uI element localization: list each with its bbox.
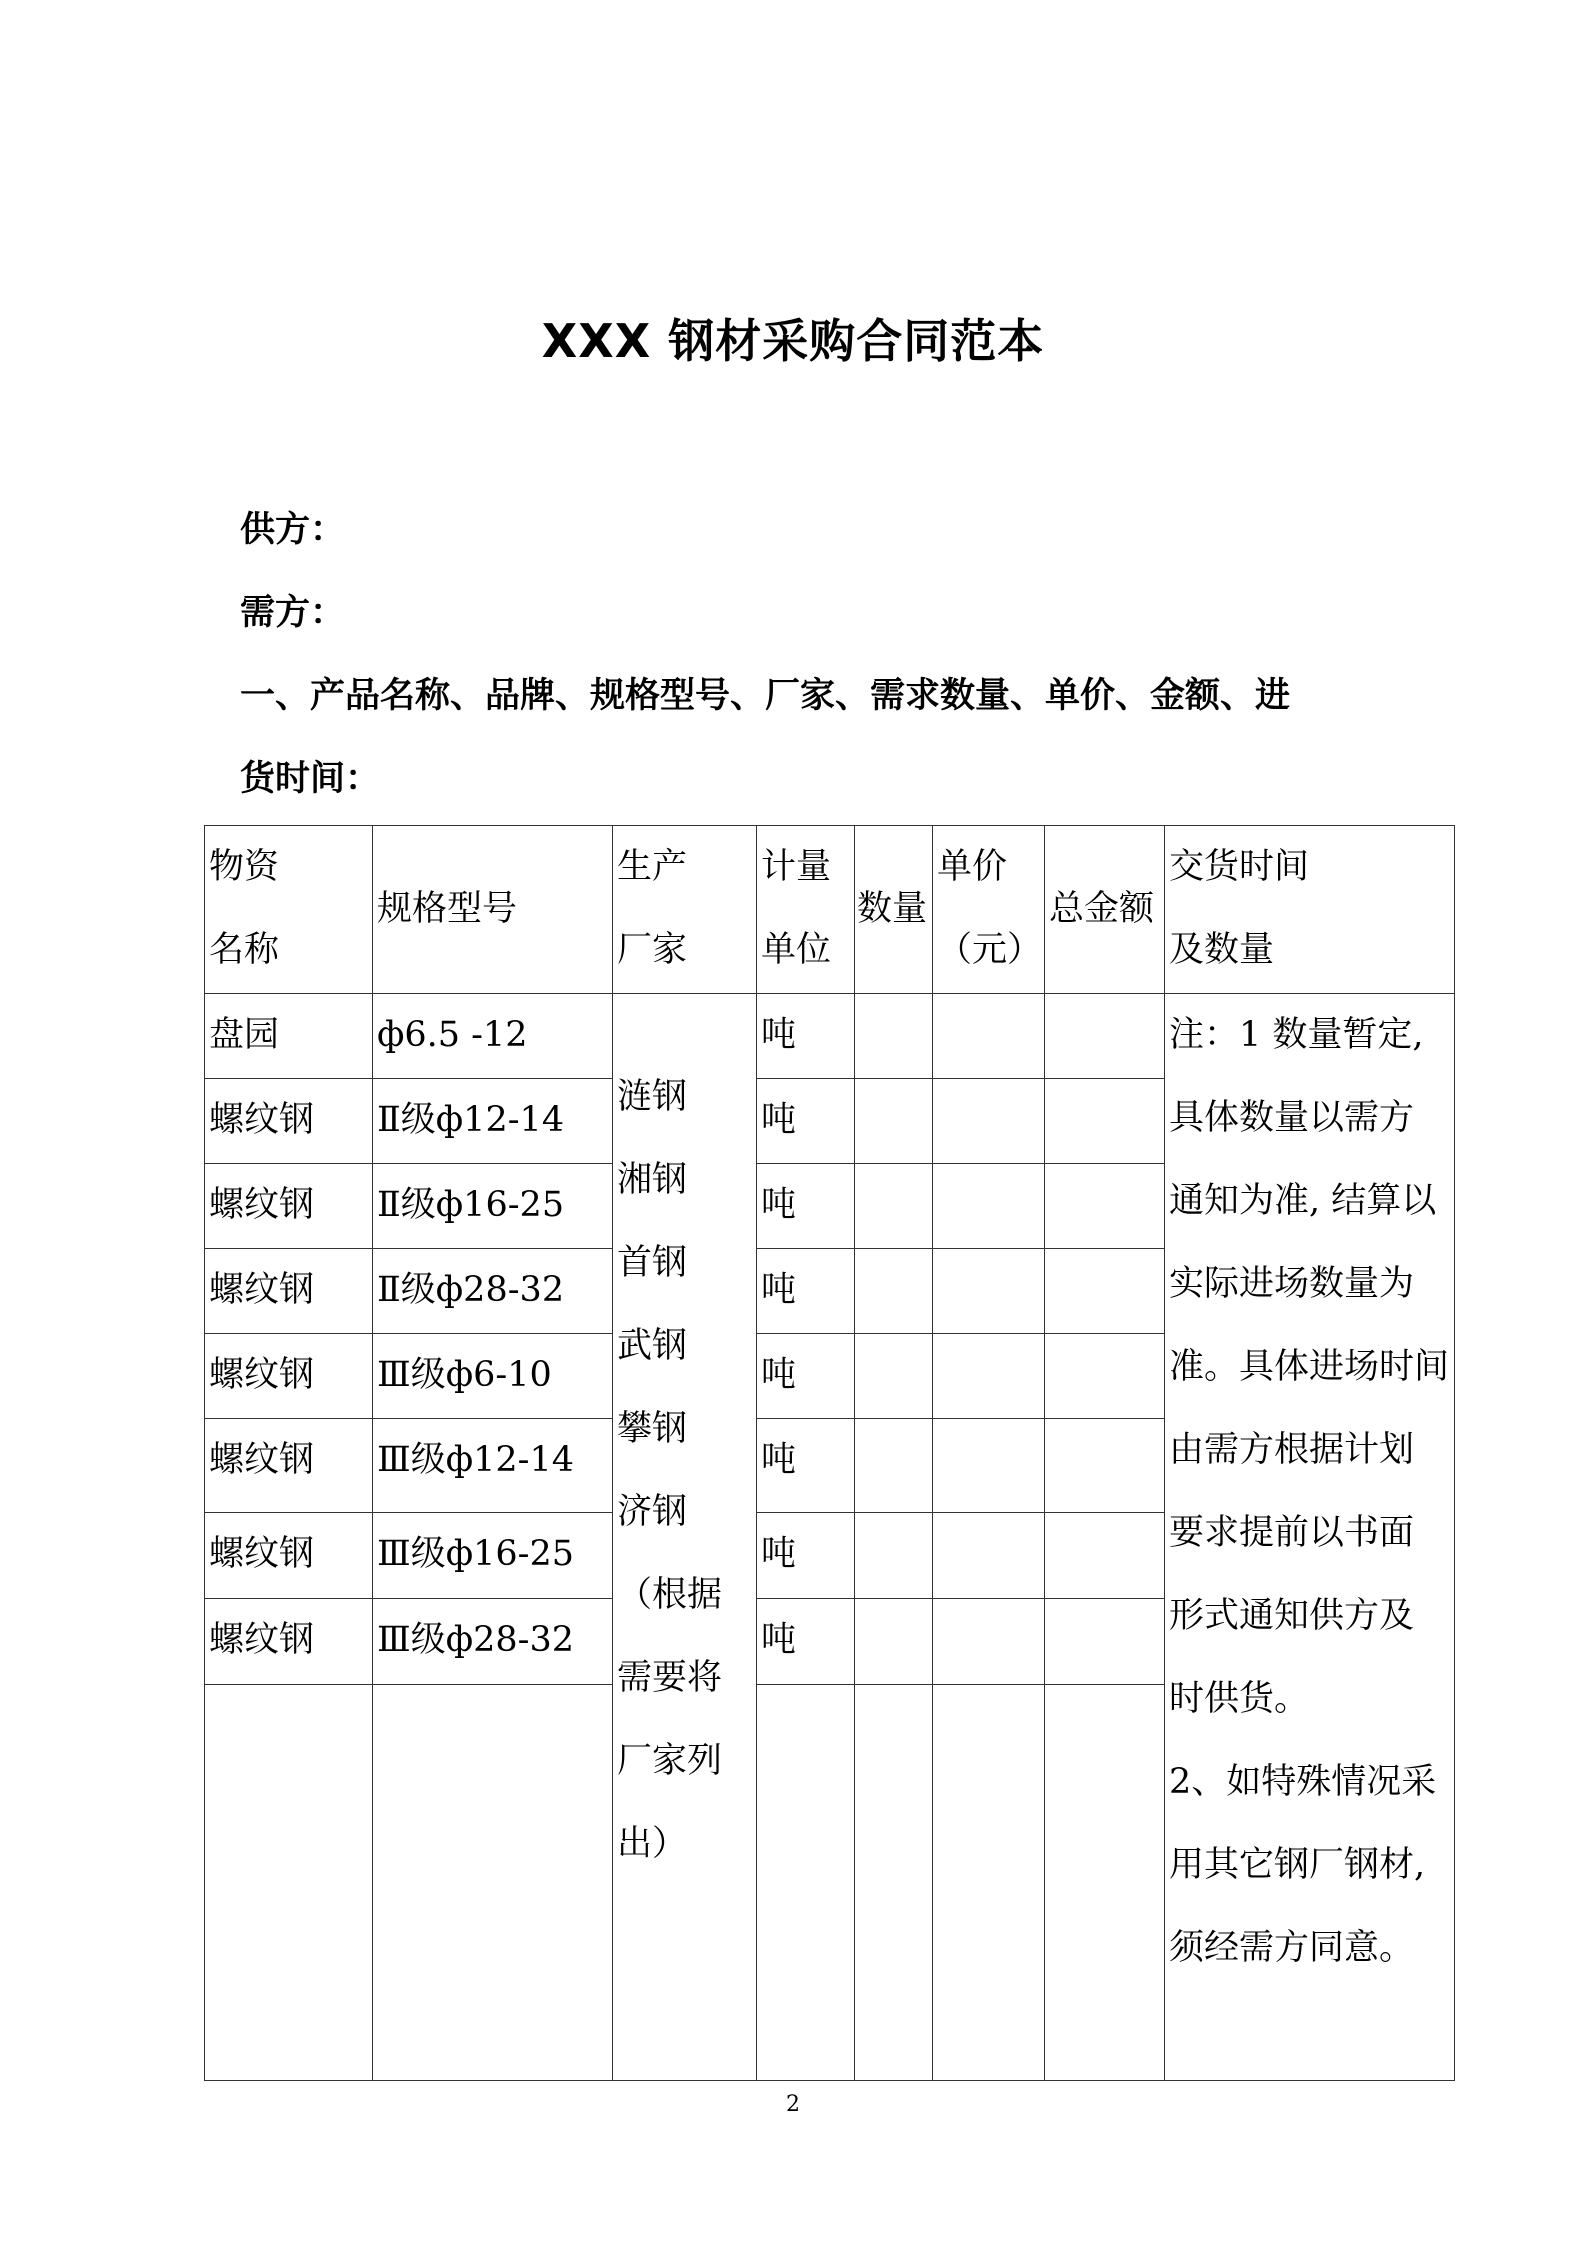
total-cell — [1045, 1599, 1165, 1685]
material-name-cell: 螺纹钢 — [205, 1513, 373, 1599]
unit-cell: 吨 — [757, 1164, 855, 1249]
total-cell — [1045, 1164, 1165, 1249]
total-cell — [1045, 994, 1165, 1079]
quantity-cell — [855, 1419, 933, 1513]
delivery-note-cell: 注：1 数量暂定, 具体数量以需方 通知为准, 结算以 实际进场数量为 准。具体进场时间 由需方根据计划 要求提前以书面 形式通知供方及 时供货。 2、如特殊情况采 用其它钢厂钢材, 须经需方同意。 — [1165, 994, 1455, 2081]
empty-cell — [1045, 1685, 1165, 2081]
header-spec: 规格型号 — [373, 826, 613, 994]
page-number: 2 — [786, 2092, 800, 2117]
unit-price-cell — [933, 1079, 1045, 1164]
header-unit: 计量 单位 — [757, 826, 855, 994]
material-name-cell: 螺纹钢 — [205, 1079, 373, 1164]
total-cell — [1045, 1513, 1165, 1599]
factory-cell: 涟钢 湘钢 首钢 武钢 攀钢 济钢 （根据 需要将 厂家列 出） — [613, 994, 757, 2081]
quantity-cell — [855, 1513, 933, 1599]
quantity-cell — [855, 1079, 933, 1164]
unit-cell: 吨 — [757, 1334, 855, 1419]
unit-cell: 吨 — [757, 1249, 855, 1334]
spec-cell: ф6.5 -12 — [373, 994, 613, 1079]
spec-cell: Ⅱ级ф12-14 — [373, 1079, 613, 1164]
quantity-cell — [855, 1164, 933, 1249]
header-delivery: 交货时间 及数量 — [1165, 826, 1455, 994]
empty-cell — [855, 1685, 933, 2081]
spec-cell: Ⅲ级ф28-32 — [373, 1599, 613, 1685]
empty-cell — [757, 1685, 855, 2081]
spec-cell: Ⅱ级ф16-25 — [373, 1164, 613, 1249]
header-unit-price: 单价 （元） — [933, 826, 1045, 994]
quantity-cell — [855, 1334, 933, 1419]
total-cell — [1045, 1419, 1165, 1513]
unit-cell: 吨 — [757, 994, 855, 1079]
unit-price-cell — [933, 1513, 1045, 1599]
total-cell — [1045, 1249, 1165, 1334]
unit-price-cell — [933, 1599, 1045, 1685]
header-material-name: 物资 名称 — [205, 826, 373, 994]
table-row — [205, 994, 1455, 1079]
buyer-label: 需方： — [240, 593, 346, 633]
material-name-cell: 螺纹钢 — [205, 1164, 373, 1249]
table-header-row — [205, 826, 1455, 994]
quantity-cell — [855, 1599, 933, 1685]
material-name-cell: 螺纹钢 — [205, 1334, 373, 1419]
quantity-cell — [855, 994, 933, 1079]
empty-cell — [205, 1685, 373, 2081]
header-factory: 生产 厂家 — [613, 826, 757, 994]
section-heading-line2: 货时间： — [240, 759, 381, 799]
unit-price-cell — [933, 1249, 1045, 1334]
supplier-label: 供方： — [240, 510, 346, 550]
quantity-cell — [855, 1249, 933, 1334]
header-total: 总金额 — [1045, 826, 1165, 994]
document-title: XXX 钢材采购合同范本 — [541, 314, 1045, 368]
unit-cell: 吨 — [757, 1419, 855, 1513]
material-name-cell: 螺纹钢 — [205, 1599, 373, 1685]
unit-cell: 吨 — [757, 1599, 855, 1685]
unit-price-cell — [933, 1164, 1045, 1249]
spec-cell: Ⅱ级ф28-32 — [373, 1249, 613, 1334]
total-cell — [1045, 1334, 1165, 1419]
material-name-cell: 螺纹钢 — [205, 1419, 373, 1513]
empty-cell — [933, 1685, 1045, 2081]
product-table — [204, 825, 1455, 2081]
material-name-cell: 盘园 — [205, 994, 373, 1079]
spec-cell: Ⅲ级ф16-25 — [373, 1513, 613, 1599]
unit-price-cell — [933, 994, 1045, 1079]
empty-cell — [373, 1685, 613, 2081]
material-name-cell: 螺纹钢 — [205, 1249, 373, 1334]
unit-cell: 吨 — [757, 1513, 855, 1599]
spec-cell: Ⅲ级ф6-10 — [373, 1334, 613, 1419]
unit-cell: 吨 — [757, 1079, 855, 1164]
total-cell — [1045, 1079, 1165, 1164]
unit-price-cell — [933, 1334, 1045, 1419]
spec-cell: Ⅲ级ф12-14 — [373, 1419, 613, 1513]
unit-price-cell — [933, 1419, 1045, 1513]
header-quantity: 数量 — [855, 826, 933, 994]
section-heading-line1: 一、产品名称、品牌、规格型号、厂家、需求数量、单价、金额、进 — [240, 676, 1291, 716]
